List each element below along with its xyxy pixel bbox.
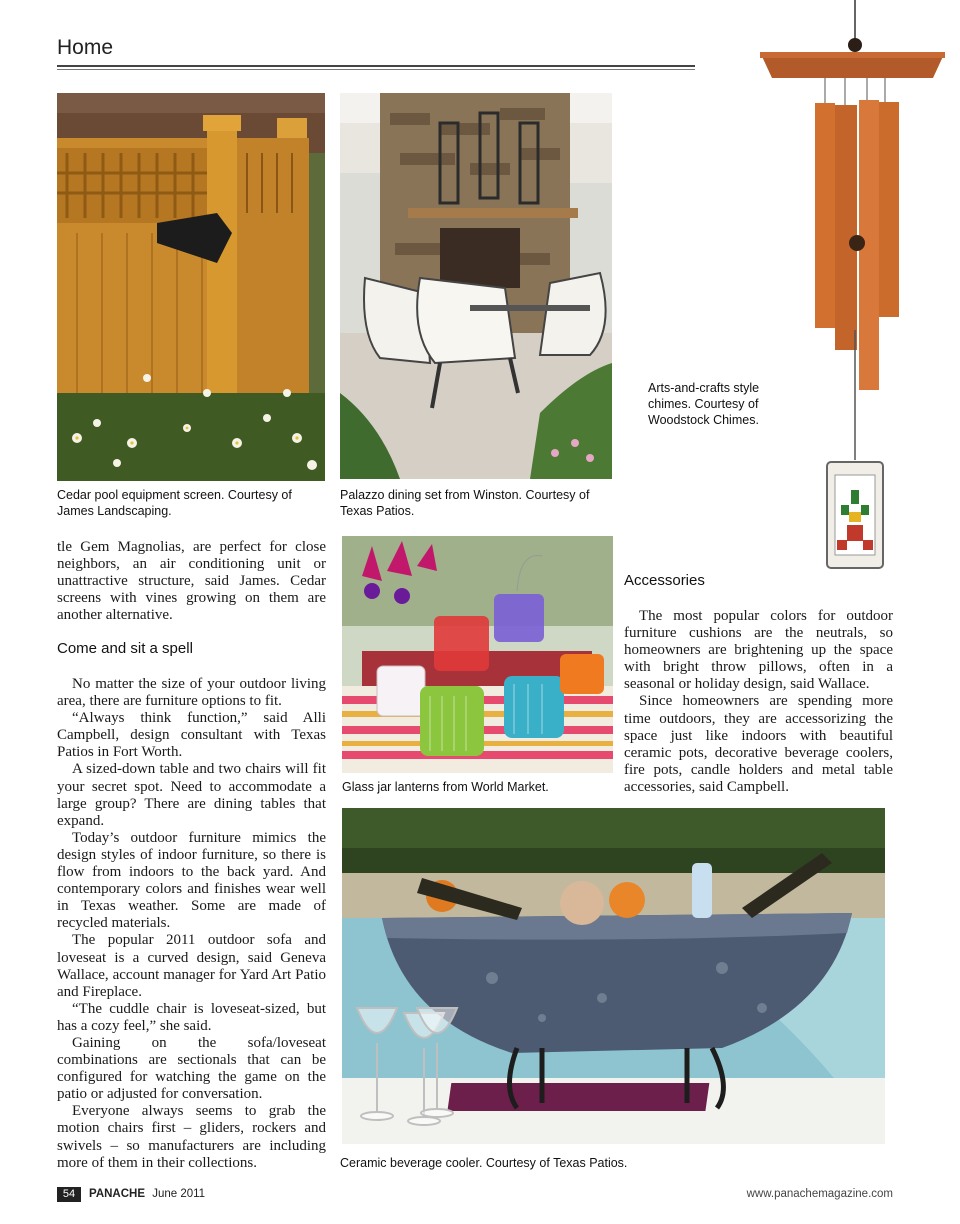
cedar-screen-caption: Cedar pool equipment screen. Courtesy of James Landscaping. [57,488,292,518]
beverage-cooler-photo [342,808,885,1144]
palazzo-dining-photo [340,93,612,479]
body-paragraph: “The cuddle chair is loveseat-sized, but has a cozy feel,” she said. [57,1000,326,1034]
body-paragraph: Today’s outdoor furniture mimics the design styles of indoor furniture, so there is flow from indoors to the back yard. And contemporary colors and finishes wear well in Texas weather. Some are made of recycled materials. [57,829,326,932]
issue-date: June 2011 [152,1188,206,1200]
section-come-and-sit-body [57,676,326,1172]
body-paragraph: The popular 2011 outdoor sofa and loveseat is a curved design, said Geneva Wallace, account manager for Yard Art Patio and Fireplace. [57,932,326,1000]
glass-lanterns-photo [342,536,613,773]
subhead-accessories: Accessories [624,572,705,589]
beverage-cooler-caption: Ceramic beverage cooler. Courtesy of Texas Patios. [340,1156,628,1170]
body-paragraph: A sized-down table and two chairs will fit your secret spot. Need to accommodate a large group? There are dining tables that expand. [57,761,326,829]
body-paragraph: Gaining on the sofa/loveseat combinations are sectionals that can be configured for watching the game on the patio or adjusted for conversation. [57,1034,326,1103]
header-rule [57,65,695,67]
magazine-name [89,1187,205,1202]
body-paragraph: Since homeowners are spending more time outdoors, they are accessorizing the space just like indoors with beautiful ceramic pots, decorative beverage coolers, fire pots, candle holders and metal table accessories, said Campbell. [624,693,893,795]
cedar-screen-photo [57,93,325,481]
article-intro [57,539,326,624]
website-url[interactable]: www.panachemagazine.com [746,1188,893,1200]
magazine-title: PANACHE [89,1188,146,1200]
wind-chimes-photo [755,0,950,575]
body-paragraph: Everyone always seems to grab the motion chairs first – gliders, rockers and swivels – so manufacturers are including more of them in their collections. [57,1103,326,1171]
header-rule-thin [57,69,695,70]
page-number: 54 [57,1187,81,1202]
section-title: Home [57,36,114,59]
body-paragraph: No matter the size of your outdoor living area, there are furniture options to fit. [57,676,326,710]
body-paragraph: “Always think function,” said Alli Campbell, design consultant with Texas Patios in Fort Worth. [57,710,326,761]
subhead-come-and-sit: Come and sit a spell [57,640,193,657]
section-accessories-body [624,608,893,796]
palazzo-dining-caption: Palazzo dining set from Winston. Courtesy of Texas Patios. [340,488,590,518]
body-paragraph: The most popular colors for outdoor furniture cushions are the neutrals, so homeowners are brightening up the space with bright throw pillows, often in a seasonal or holiday design, said Wallace. [624,608,893,693]
intro-paragraph: tle Gem Magnolias, are perfect for close neighbors, an air conditioning unit or unattractive structure, said James. Cedar screens with vines growing on them are another alternative. [57,539,326,624]
wind-chimes-caption: Arts-and-crafts style chimes. Courtesy of Woodstock Chimes. [648,381,760,427]
glass-lanterns-caption: Glass jar lanterns from World Market. [342,780,549,794]
